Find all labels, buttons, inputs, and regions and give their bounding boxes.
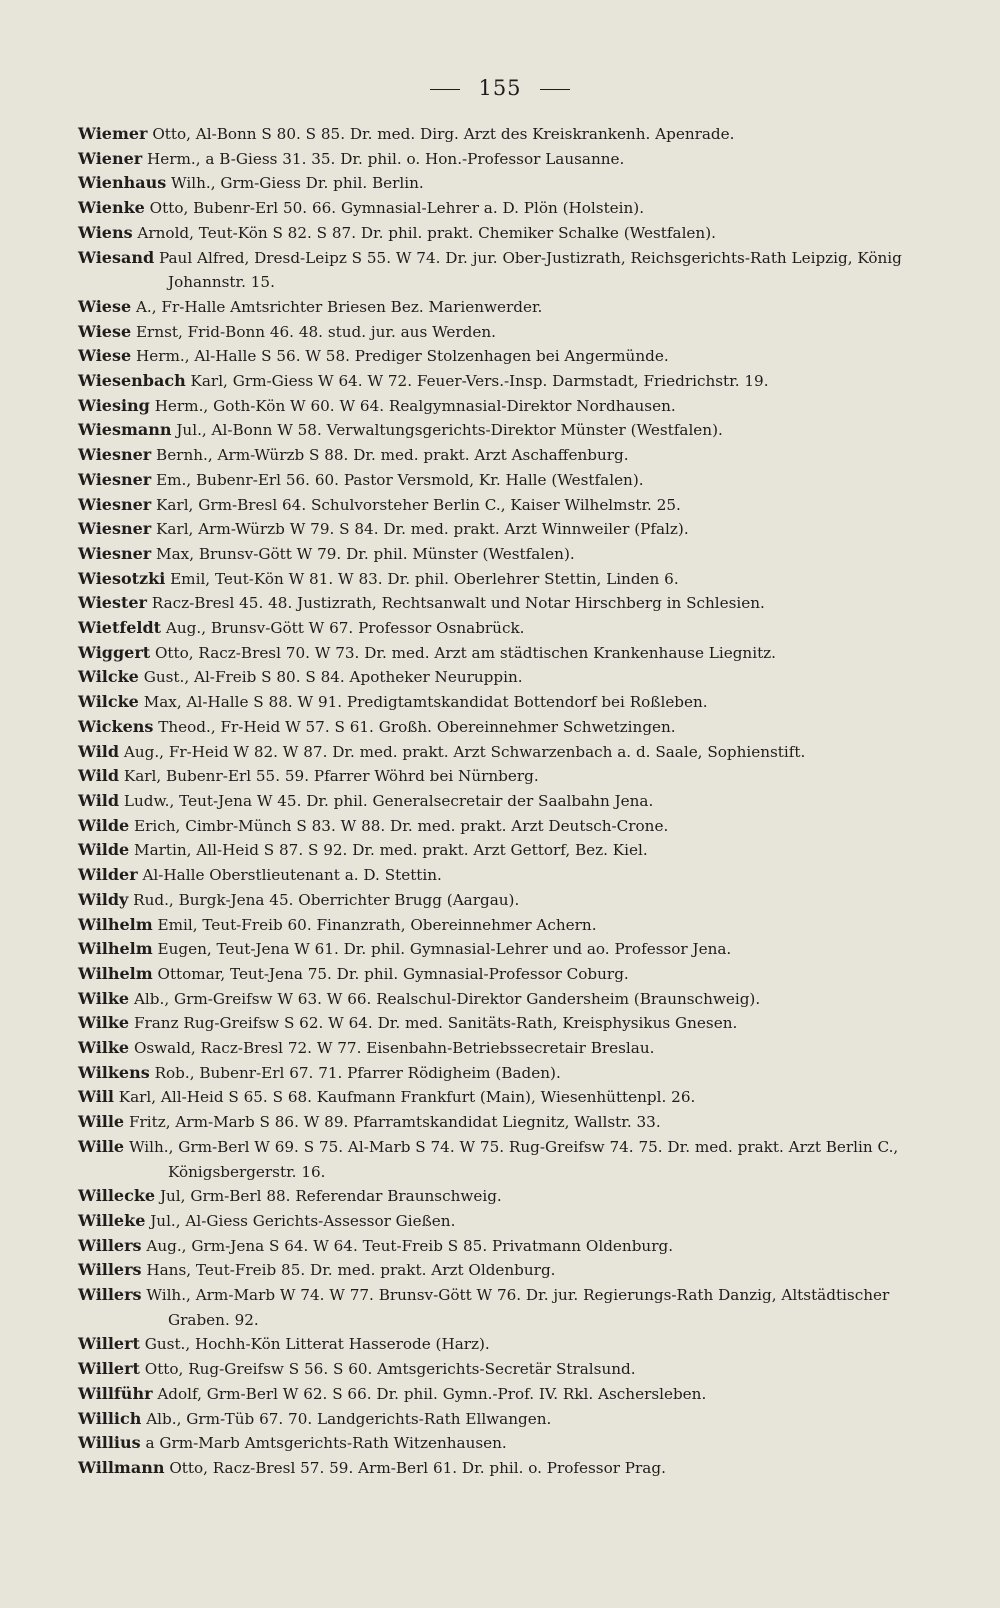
entry-surname: Wiener <box>78 148 143 168</box>
page-number <box>0 76 1000 100</box>
entry-surname: Willius <box>78 1433 141 1453</box>
entry-surname: Wiggert <box>78 642 151 662</box>
entry-surname: Wiesmann <box>78 420 172 440</box>
entry-surname: Willführ <box>78 1383 153 1403</box>
entry-details: A., Fr-Halle Amtsrichter Briesen Bez. Marienwerder. <box>135 297 543 316</box>
register-entry <box>78 320 926 345</box>
entry-details: Karl, Grm-Bresl 64. Schulvorsteher Berlin C., Kaiser Wilhelmstr. 25. <box>156 495 681 514</box>
entry-surname: Wiesenbach <box>78 371 186 391</box>
register-entry <box>78 616 926 641</box>
entry-surname: Wilcke <box>78 667 139 687</box>
entry-details: Rob., Bubenr-Erl 67. 71. Pfarrer Rödigheim (Baden). <box>154 1063 561 1082</box>
entry-surname: Wilke <box>78 1038 130 1058</box>
entry-surname: Wiemer <box>78 124 148 143</box>
entry-details: Wilh., Arm-Marb W 74. W 77. Brunsv-Gött W 76. Dr. jur. Regierungs-Rath Danzig, Altstädtischer Graben. 92. <box>146 1286 890 1329</box>
entry-details: Gust., Hochh-Kön Litterat Hasserode (Harz). <box>144 1335 490 1354</box>
entry-details: Oswald, Racz-Bresl 72. W 77. Eisenbahn-Betriebssecretair Breslau. <box>133 1039 655 1058</box>
register-entry <box>78 987 926 1012</box>
entry-surname: Wienke <box>78 198 145 218</box>
entry-details: Emil, Teut-Freib 60. Finanzrath, Obereinnehmer Achern. <box>157 915 597 934</box>
entry-surname: Wiesing <box>78 395 150 415</box>
register-entry <box>78 913 926 938</box>
register-entry <box>78 221 926 246</box>
entry-details: Em., Bubenr-Erl 56. 60. Pastor Versmold, Kr. Halle (Westfalen). <box>156 470 644 489</box>
register-entry <box>78 838 926 863</box>
entry-surname: Wiesotzki <box>78 568 166 588</box>
entry-surname: Wilke <box>78 988 130 1008</box>
entry-details: Ottomar, Teut-Jena 75. Dr. phil. Gymnasial-Professor Coburg. <box>157 964 629 983</box>
entry-details: Arnold, Teut-Kön S 82. S 87. Dr. phil. prakt. Chemiker Schalke (Westfalen). <box>137 223 716 242</box>
register-entry <box>78 1061 926 1086</box>
entry-surname: Will <box>78 1087 114 1107</box>
register-entry <box>78 641 926 666</box>
entry-surname: Wickens <box>78 716 154 736</box>
entry-details: Emil, Teut-Kön W 81. W 83. Dr. phil. Oberlehrer Stettin, Linden 6. <box>170 569 679 588</box>
entry-details: Alb., Grm-Tüb 67. 70. Landgerichts-Rath Ellwangen. <box>146 1409 552 1428</box>
entry-surname: Wille <box>78 1136 125 1156</box>
entry-surname: Wilhelm <box>78 939 153 959</box>
register-entry <box>78 147 926 172</box>
entry-details: Rud., Burgk-Jena 45. Oberrichter Brugg (Aargau). <box>133 890 520 909</box>
register-entry <box>78 196 926 221</box>
entry-surname: Willmann <box>78 1457 165 1477</box>
entry-surname: Wiester <box>78 593 147 613</box>
entry-surname: Willecke <box>78 1186 156 1206</box>
register-entry <box>78 517 926 542</box>
entry-details: Jul., Al-Giess Gerichts-Assessor Gießen. <box>150 1211 456 1230</box>
entry-details: Karl, Grm-Giess W 64. W 72. Feuer-Vers.-Insp. Darmstadt, Friedrichstr. 19. <box>190 372 769 391</box>
register-entry <box>78 246 926 295</box>
register-entry <box>78 789 926 814</box>
register-entry <box>78 888 926 913</box>
register-entry <box>78 1209 926 1234</box>
entry-details: Aug., Brunsv-Gött W 67. Professor Osnabrück. <box>165 619 525 638</box>
entry-details: Max, Brunsv-Gött W 79. Dr. phil. Münster (Westfalen). <box>156 544 575 563</box>
register-entry <box>78 344 926 369</box>
register-entry <box>78 1332 926 1357</box>
entry-details: Karl, Bubenr-Erl 55. 59. Pfarrer Wöhrd bei Nürnberg. <box>123 767 539 786</box>
register-entry <box>78 1036 926 1061</box>
entry-details: Paul Alfred, Dresd-Leipz S 55. W 74. Dr. jur. Ober-Justizrath, Reichsgerichts-Rath Leipzig, König Johannstr. 15. <box>158 248 902 292</box>
entry-details: Herm., Al-Halle S 56. W 58. Prediger Stolzenhagen bei Angermünde. <box>135 347 669 366</box>
entry-details: Otto, Racz-Bresl 57. 59. Arm-Berl 61. Dr. phil. o. Professor Prag. <box>169 1458 666 1477</box>
entry-surname: Wilkens <box>78 1062 150 1082</box>
register-entry <box>78 1011 926 1036</box>
entry-surname: Wilhelm <box>78 914 153 934</box>
entry-surname: Wiesand <box>78 247 155 267</box>
register-entry <box>78 962 926 987</box>
entry-surname: Wilde <box>78 815 130 835</box>
entry-details: Aug., Fr-Heid W 82. W 87. Dr. med. prakt. Arzt Schwarzenbach a. d. Saale, Sophienstift. <box>123 742 806 761</box>
entry-details: Ludw., Teut-Jena W 45. Dr. phil. Generalsecretair der Saalbahn Jena. <box>123 791 654 810</box>
entry-surname: Wilhelm <box>78 963 153 983</box>
entry-details: Aug., Grm-Jena S 64. W 64. Teut-Freib S 85. Privatmann Oldenburg. <box>146 1236 674 1255</box>
entry-surname: Wille <box>78 1112 125 1132</box>
register-entry <box>78 171 926 196</box>
register-entry <box>78 369 926 394</box>
entry-surname: Wilde <box>78 840 130 860</box>
register-entry <box>78 1085 926 1110</box>
register-entry <box>78 122 926 147</box>
page-number-dash-left <box>430 89 460 90</box>
register-entry <box>78 715 926 740</box>
entry-surname: Wildy <box>78 889 129 909</box>
register-entry <box>78 295 926 320</box>
entry-details: Eugen, Teut-Jena W 61. Dr. phil. Gymnasial-Lehrer und ao. Professor Jena. <box>157 940 732 959</box>
register-entry <box>78 1135 926 1184</box>
register-entry <box>78 814 926 839</box>
entry-surname: Willert <box>78 1334 140 1354</box>
entry-details: Racz-Bresl 45. 48. Justizrath, Rechtsanwalt und Notar Hirschberg in Schlesien. <box>151 594 765 613</box>
entry-details: Adolf, Grm-Berl W 62. S 66. Dr. phil. Gymn.-Prof. IV. Rkl. Aschersleben. <box>157 1384 707 1403</box>
entry-details: Karl, All-Heid S 65. S 68. Kaufmann Frankfurt (Main), Wiesenhüttenpl. 26. <box>118 1088 696 1107</box>
register-entry <box>78 468 926 493</box>
entry-surname: Willers <box>78 1235 142 1255</box>
entry-surname: Willeke <box>78 1210 146 1230</box>
entry-details: Wilh., Grm-Berl W 69. S 75. Al-Marb S 74. W 75. Rug-Greifsw 74. 75. Dr. med. prakt. Arzt Berlin C., Königsbergerstr. 16. <box>128 1137 899 1181</box>
entry-details: Otto, Rug-Greifsw S 56. S 60. Amtsgerichts-Secretär Stralsund. <box>144 1360 636 1379</box>
register-entry <box>78 863 926 888</box>
entry-details: Jul., Al-Bonn W 58. Verwaltungsgerichts-Direktor Münster (Westfalen). <box>176 421 723 440</box>
page-number-text: 155 <box>478 76 522 100</box>
entry-surname: Wiesner <box>78 519 152 539</box>
page-number-dash-right <box>540 89 570 90</box>
register-entry <box>78 1431 926 1456</box>
register-entry <box>78 740 926 765</box>
entry-details: Alb., Grm-Greifsw W 63. W 66. Realschul-Direktor Gandersheim (Braunschweig). <box>133 989 761 1008</box>
register-entry <box>78 1382 926 1407</box>
register-entry <box>78 418 926 443</box>
register-entry <box>78 567 926 592</box>
entry-details: Bernh., Arm-Würzb S 88. Dr. med. prakt. Arzt Aschaffenburg. <box>156 446 629 465</box>
entry-details: Herm., Goth-Kön W 60. W 64. Realgymnasial-Direktor Nordhausen. <box>154 396 676 415</box>
entry-details: Theod., Fr-Heid W 57. S 61. Großh. Obereinnehmer Schwetzingen. <box>158 717 676 736</box>
entry-details: Martin, All-Heid S 87. S 92. Dr. med. prakt. Arzt Gettorf, Bez. Kiel. <box>134 841 648 860</box>
register-entry <box>78 542 926 567</box>
entry-details: Al-Halle Oberstlieutenant a. D. Stettin. <box>142 866 442 885</box>
entry-surname: Willich <box>78 1408 142 1428</box>
entry-surname: Wietfeldt <box>78 618 162 638</box>
entry-details: Otto, Al-Bonn S 80. S 85. Dr. med. Dirg. Arzt des Kreiskrankenh. Apenrade. <box>152 125 735 143</box>
register-entry <box>78 937 926 962</box>
entry-surname: Wiese <box>78 296 132 316</box>
entry-surname: Wild <box>78 766 120 786</box>
entry-surname: Willert <box>78 1359 140 1379</box>
register-entry <box>78 665 926 690</box>
register-entry <box>78 690 926 715</box>
entry-details: Erich, Cimbr-Münch S 83. W 88. Dr. med. prakt. Arzt Deutsch-Crone. <box>134 816 669 835</box>
entry-details: Jul, Grm-Berl 88. Referendar Braunschweig. <box>159 1187 502 1206</box>
entry-surname: Wiesner <box>78 445 152 465</box>
entry-surname: Wild <box>78 741 120 761</box>
register-entry <box>78 591 926 616</box>
entry-details: Max, Al-Halle S 88. W 91. Predigtamtskandidat Bottendorf bei Roßleben. <box>143 693 708 712</box>
entry-surname: Willers <box>78 1285 142 1305</box>
register-entry <box>78 1258 926 1283</box>
entry-surname: Wiesner <box>78 469 152 489</box>
register-entry <box>78 1234 926 1259</box>
entry-details: Otto, Racz-Bresl 70. W 73. Dr. med. Arzt am städtischen Krankenhause Liegnitz. <box>154 643 777 662</box>
register-entry <box>78 443 926 468</box>
entry-surname: Wiese <box>78 346 132 366</box>
entry-surname: Wiesner <box>78 494 152 514</box>
entry-details: Karl, Arm-Würzb W 79. S 84. Dr. med. prakt. Arzt Winnweiler (Pfalz). <box>156 520 689 539</box>
register-entry <box>78 1407 926 1432</box>
register-entry <box>78 764 926 789</box>
register-entry <box>78 493 926 518</box>
entry-details: Fritz, Arm-Marb S 86. W 89. Pfarramtskandidat Liegnitz, Wallstr. 33. <box>128 1113 661 1132</box>
entry-surname: Willers <box>78 1260 142 1280</box>
entry-surname: Wilder <box>78 865 138 885</box>
entry-surname: Wilke <box>78 1013 130 1033</box>
entry-details: a Grm-Marb Amtsgerichts-Rath Witzenhausen. <box>145 1434 507 1453</box>
register-entries <box>78 122 926 1481</box>
entry-surname: Wiens <box>78 222 133 242</box>
entry-surname: Wild <box>78 790 120 810</box>
entry-surname: Wiesner <box>78 543 152 563</box>
register-entry <box>78 1110 926 1135</box>
entry-details: Herm., a B-Giess 31. 35. Dr. phil. o. Hon.-Professor Lausanne. <box>147 149 625 168</box>
entry-details: Gust., Al-Freib S 80. S 84. Apotheker Neuruppin. <box>143 668 523 687</box>
entry-details: Franz Rug-Greifsw S 62. W 64. Dr. med. Sanitäts-Rath, Kreisphysikus Gnesen. <box>133 1014 738 1033</box>
register-entry <box>78 1456 926 1481</box>
register-entry <box>78 1283 926 1332</box>
register-entry <box>78 1184 926 1209</box>
entry-details: Wilh., Grm-Giess Dr. phil. Berlin. <box>171 174 424 193</box>
entry-surname: Wilcke <box>78 692 139 712</box>
register-entry <box>78 394 926 419</box>
entry-details: Hans, Teut-Freib 85. Dr. med. prakt. Arzt Oldenburg. <box>146 1261 556 1280</box>
register-entry <box>78 1357 926 1382</box>
entry-surname: Wienhaus <box>78 173 167 193</box>
entry-surname: Wiese <box>78 321 132 341</box>
entry-details: Otto, Bubenr-Erl 50. 66. Gymnasial-Lehrer a. D. Plön (Holstein). <box>149 199 645 218</box>
entry-details: Ernst, Frid-Bonn 46. 48. stud. jur. aus Werden. <box>135 322 497 341</box>
